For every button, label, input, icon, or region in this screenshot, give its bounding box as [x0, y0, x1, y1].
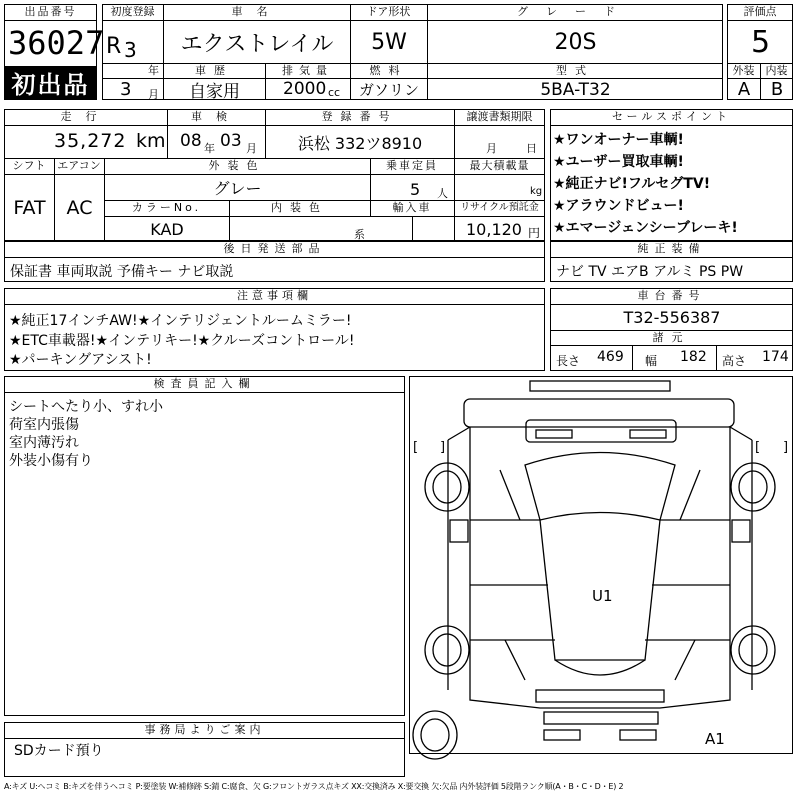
damage-mark-u1: U1 [592, 587, 613, 605]
aircon-label: エアコン [57, 159, 101, 172]
model-type-label: 型式 [556, 64, 594, 77]
mileage-unit: km [136, 130, 166, 152]
reg-year: 3 [124, 38, 137, 62]
plate-label: 登録番号 [321, 110, 398, 123]
color-no-label: カラーNo. [131, 201, 202, 214]
import-label: 輸入車 [392, 201, 432, 214]
license-plate: 浜松 332ツ8910 [297, 133, 423, 153]
width-label: 幅 [645, 354, 658, 368]
door-label: ドア形状 [366, 5, 411, 18]
capacity-label: 乗車定員 [386, 159, 438, 172]
aircon-type: AC [66, 197, 93, 219]
max-load-unit: kg [530, 186, 543, 197]
recycle-label: リサイクル預託金 [460, 202, 539, 213]
history-label: 車歴 [195, 64, 233, 77]
office-notice: SDカード預り [14, 743, 104, 759]
displacement-unit: cc [328, 86, 341, 99]
mileage-label: 走行 [60, 110, 111, 123]
note-line: ★ETC車載器!★インテリキー!★クルーズコントロール! [9, 333, 355, 349]
inspector-line: 外装小傷有り [9, 453, 93, 469]
car-diagram-box [409, 376, 793, 754]
capacity: 5 [410, 180, 421, 199]
inspection-year: 08 [180, 131, 202, 151]
notes-title: 注意事項欄 [237, 289, 312, 302]
sales-point: ★ワンオーナー車輌! [553, 132, 684, 148]
reg-month-unit: 月 [148, 88, 159, 101]
grade: 20S [554, 29, 597, 55]
chassis-title: 車台番号 [637, 289, 706, 302]
first-listing-badge: 初出品 [5, 66, 96, 99]
note-line: ★パーキングアシスト! [9, 352, 152, 368]
recycle-fee: 10,120 [466, 220, 522, 239]
chassis-number: T32-556387 [623, 308, 721, 327]
int-grade-label: 内装 [765, 64, 788, 77]
transfer-day: 日 [526, 142, 537, 155]
length-label: 長さ [556, 354, 581, 368]
inspection-month: 03 [220, 131, 242, 151]
transfer-month: 月 [486, 142, 497, 155]
factory-equip-title: 純正装備 [637, 242, 706, 255]
door-type: 5W [371, 29, 407, 55]
grade-label: グレード [517, 5, 633, 18]
inspection-year-unit: 年 [204, 142, 215, 155]
lot-number: 36027 [8, 24, 105, 62]
int-grade: B [770, 79, 784, 100]
displacement: 2000 [283, 79, 327, 99]
bracket-mark: [ [413, 440, 419, 455]
reg-month: 3 [120, 79, 132, 100]
score: 5 [750, 24, 771, 60]
bracket-mark: ] [783, 440, 789, 455]
length-value: 469 [597, 349, 624, 365]
fuel-label: 燃料 [369, 64, 408, 77]
first-reg-label: 初度登録 [110, 5, 155, 18]
car-name: エクストレイル [180, 31, 334, 57]
int-color-suffix: 系 [354, 228, 365, 241]
sales-point: ★アラウンドビュー! [553, 198, 684, 214]
later-parts: 保証書 車両取説 予備キー ナビ取説 [10, 264, 234, 280]
max-load-label: 最大積載量 [469, 159, 530, 172]
office-notice-title: 事務局よりご案内 [144, 723, 265, 736]
inspector-title: 検査員記入欄 [153, 377, 256, 390]
inspector-line: 室内薄汚れ [9, 435, 79, 451]
mileage: 35,272 [54, 130, 127, 152]
ext-grade-label: 外装 [732, 64, 755, 77]
width-value: 182 [680, 349, 707, 365]
recycle-unit: 円 [528, 226, 541, 240]
bracket-mark: ] [440, 440, 446, 455]
sales-point: ★ユーザー買取車輌! [553, 154, 684, 170]
sales-point: ★純正ナビ!フルセグTV! [553, 176, 711, 192]
score-label: 評価点 [743, 5, 777, 18]
inspection-label: 車検 [191, 110, 241, 123]
shift-type: FAT [13, 197, 46, 219]
int-color-label: 内装色 [271, 201, 328, 214]
damage-mark-a1: A1 [705, 730, 725, 748]
ext-grade: A [737, 79, 751, 100]
displacement-label: 排気量 [282, 64, 333, 77]
inspector-line: 荷室内張傷 [9, 417, 79, 433]
legend: A:キズ U:ヘコミ B:キズを伴うヘコミ P:要塗装 W:補修跡 S:錆 C:腐食、欠 G:フロントガラス点キズ XX:交換済み X:要交換 欠:欠品 内外装評価 5段階ランク順(A・B・C・D・E) 2 [4, 782, 624, 791]
factory-equipment: ナビ TV エアB アルミ PS PW [556, 264, 744, 280]
shift-label: シフト [12, 159, 46, 172]
car-name-label: 車名 [231, 5, 282, 18]
lot-number-label: 出品番号 [24, 5, 77, 18]
transfer-label: 譲渡書類期限 [466, 110, 533, 123]
ext-color-label: 外装色 [208, 159, 266, 172]
fuel: ガソリン [358, 81, 419, 99]
bracket-mark: [ [755, 440, 761, 455]
note-line: ★純正17インチAW!★インテリジェントルームミラー! [9, 313, 352, 329]
later-parts-title: 後日発送部品 [223, 242, 326, 255]
inspection-month-unit: 月 [246, 142, 257, 155]
inspector-line: シートへたり小、すれ小 [9, 399, 163, 415]
sales-point: ★エマージェンシーブレーキ! [553, 220, 738, 236]
reg-year-unit: 年 [148, 64, 159, 77]
color-number: KAD [150, 219, 184, 239]
capacity-unit: 人 [437, 187, 448, 200]
height-value: 174 [762, 349, 789, 365]
height-label: 高さ [722, 354, 747, 368]
model-type: 5BA-T32 [540, 79, 611, 100]
sales-points-title: セールスポイント [611, 110, 731, 123]
reg-era: R [106, 34, 122, 59]
car-history: 自家用 [189, 82, 240, 102]
dims-title: 諸元 [652, 331, 691, 344]
exterior-color: グレー [213, 179, 262, 198]
